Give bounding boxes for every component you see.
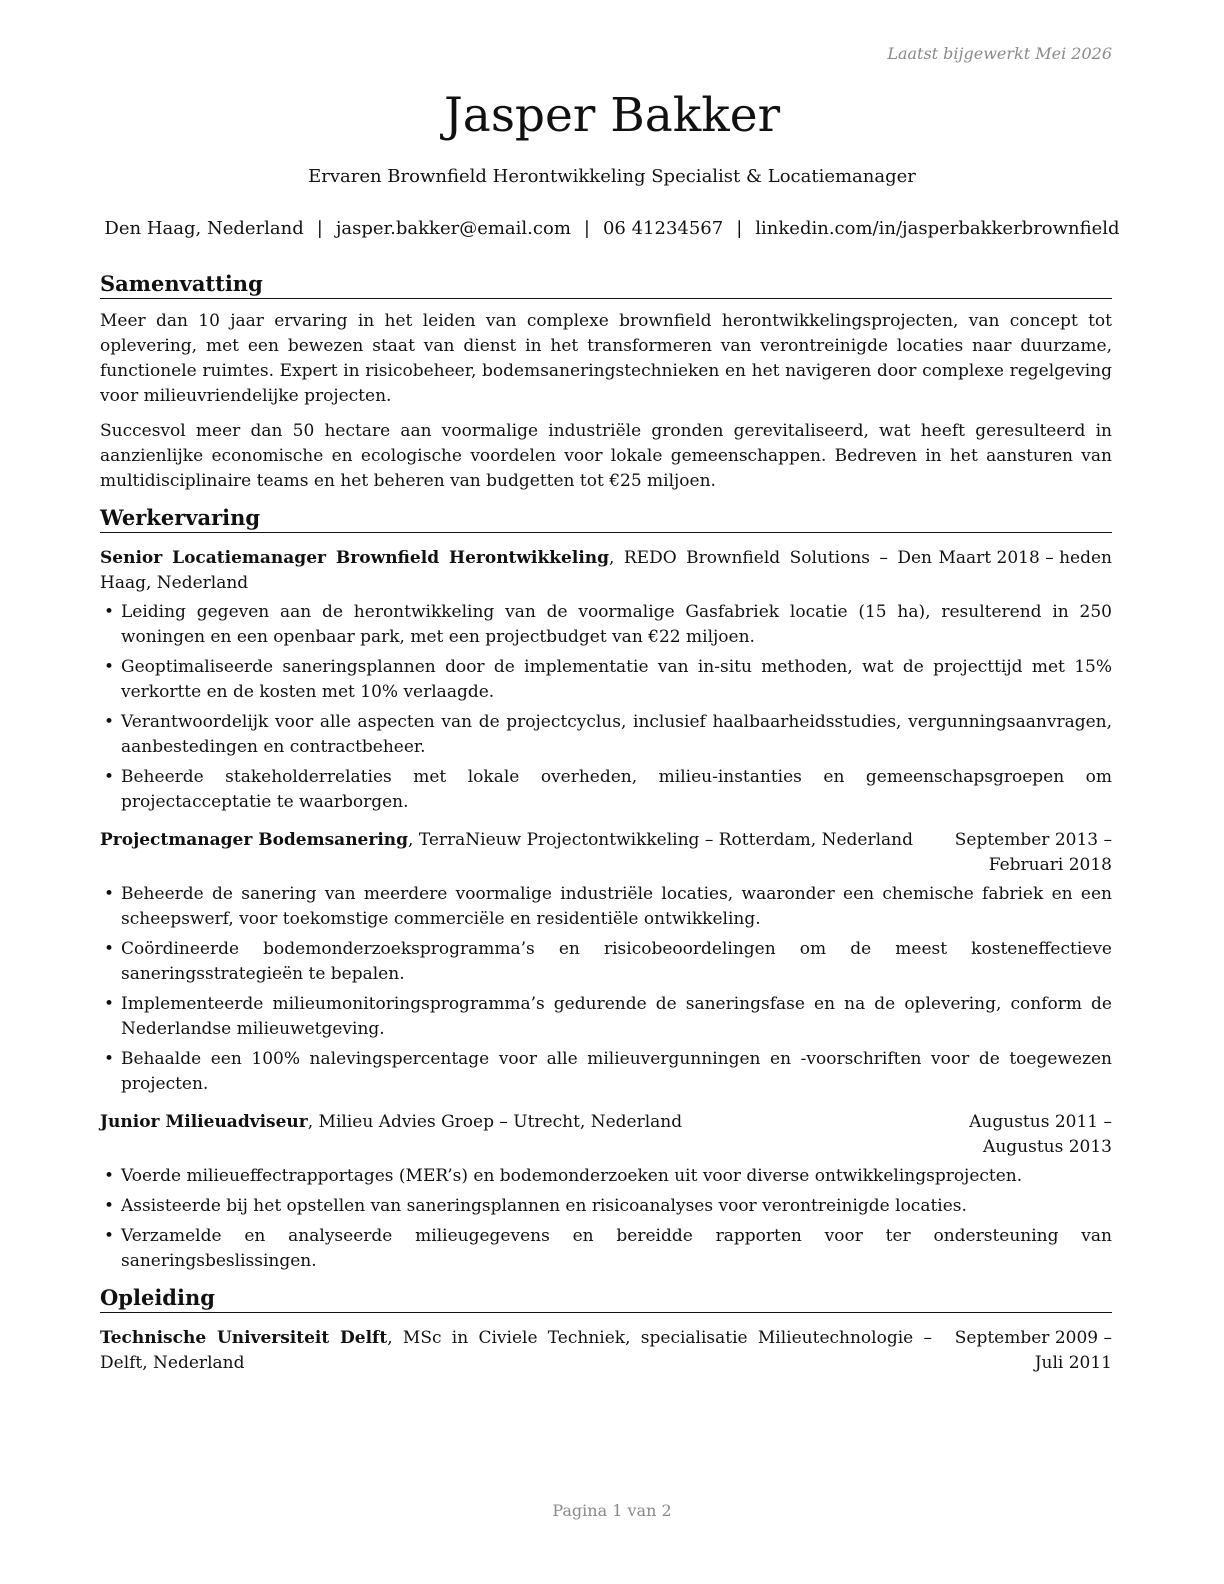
summary-paragraph: Meer dan 10 jaar ervaring in het leiden van complexe brownfield herontwikkelingsprojecten, van concept tot oplevering, met een bewezen staat van dienst in het transformeren van verontreinigde locaties naar duurzame, functionele ruimtes. Expert in risicobeheer, bodemsaneringstechnieken en het navigeren door complexe regelgeving voor milieuvriendelijke projecten.: [100, 311, 1112, 406]
list-item: • Voerde milieueffectrapportages (MER’s) en bodemonderzoeken uit voor diverse ontwikkelingsprojecten.: [100, 1164, 1112, 1189]
list-item: • Behaalde een 100% nalevingspercentage voor alle milieuvergunningen en -voorschriften voor de toegewezen projecten.: [100, 1047, 1112, 1097]
contact-line: [0, 218, 1224, 239]
job-bullets: [100, 1164, 1112, 1274]
job-title-line: [100, 546, 932, 596]
education-header: [100, 1326, 1112, 1376]
job-bullets: [100, 600, 1112, 815]
contact-linkedin[interactable]: linkedin.com/in/jasperbakkerbrownfield: [755, 218, 1120, 239]
job-dates: Augustus 2011 – Augustus 2013: [969, 1112, 1112, 1157]
list-item: • Assisteerde bij het opstellen van saneringsplannen en risicoanalyses voor verontreinigde locaties.: [100, 1194, 1112, 1219]
contact-separator: |: [736, 218, 743, 239]
education-section: [100, 1284, 1112, 1376]
list-item: • Verantwoordelijk voor alle aspecten van de projectcyclus, inclusief haalbaarheidsstudies, vergunningsaanvragen, aanbestedingen en contractbeheer.: [100, 710, 1112, 760]
job-entry: [100, 546, 1112, 815]
job-header: [100, 828, 1112, 878]
candidate-name: Jasper Bakker: [443, 88, 781, 143]
summary-paragraph: Succesvol meer dan 50 hectare aan voormalige industriële gronden gerevitaliseerd, wat heeft geresulteerd in aanzienlijke economische en ecologische voordelen voor lokale gemeenschappen. Bedreven in het aansturen van multidisciplinaire teams en het beheren van budgetten tot €25 miljoen.: [100, 421, 1112, 491]
candidate-title: Ervaren Brownfield Herontwikkeling Specialist & Locatiemanager: [308, 166, 916, 187]
section-title-summary: Samenvatting: [100, 270, 1112, 299]
education-line: [100, 1326, 932, 1376]
list-item: • Beheerde de sanering van meerdere voormalige industriële locaties, waaronder een chemische fabriek en een scheepswerf, voor toekomstige commerciële en residentiële ontwikkeling.: [100, 882, 1112, 932]
contact-email[interactable]: jasper.bakker@email.com: [335, 218, 571, 239]
contact-separator: |: [316, 218, 323, 239]
resume-content: [100, 270, 1112, 1386]
job-organization: , TerraNieuw Projectontwikkeling – Rotterdam, Nederland: [408, 830, 913, 850]
education-detail: , MSc in Civiele Techniek, specialisatie Milieutechnologie – Delft, Nederland: [100, 1328, 932, 1373]
job-organization: , REDO Brownfield Solutions – Den Haag, Nederland: [100, 548, 932, 593]
experience-section: [100, 504, 1112, 1274]
list-item: • Beheerde stakeholderrelaties met lokale overheden, milieu-instanties en gemeenschapsgroepen om projectacceptatie te waarborgen.: [100, 765, 1112, 815]
education-dates: September 2009 – Juli 2011: [954, 1328, 1112, 1373]
education-school: Technische Universiteit Delft: [100, 1328, 388, 1348]
job-role: Junior Milieuadviseur: [100, 1112, 308, 1132]
job-title-line: [100, 1110, 932, 1135]
job-entry: [100, 828, 1112, 1097]
job-entry: [100, 1110, 1112, 1274]
list-item: • Verzamelde en analyseerde milieugegevens en bereidde rapporten voor ter ondersteuning van saneringsbeslissingen.: [100, 1224, 1112, 1274]
job-header: [100, 1110, 1112, 1160]
list-item: • Coördineerde bodemonderzoeksprogramma’s en risicobeoordelingen om de meest kosteneffectieve saneringsstrategieën te bepalen.: [100, 937, 1112, 987]
education-entry: [100, 1326, 1112, 1376]
list-item: • Geoptimaliseerde saneringsplannen door de implementatie van in-situ methoden, wat de projecttijd met 15% verkortte en de kosten met 10% verlaagde.: [100, 655, 1112, 705]
job-header: [100, 546, 1112, 596]
contact-location: Den Haag, Nederland: [104, 218, 304, 239]
job-role: Senior Locatiemanager Brownfield Herontwikkeling: [100, 548, 610, 568]
section-title-education: Opleiding: [100, 1284, 1112, 1313]
page-number: Pagina 1 van 2: [552, 1501, 672, 1520]
job-dates: September 2013 – Februari 2018: [954, 830, 1112, 875]
contact-separator: |: [583, 218, 590, 239]
last-updated: Laatst bijgewerkt Mei 2026: [887, 44, 1112, 63]
job-dates: Maart 2018 – heden: [938, 548, 1112, 568]
list-item: • Leiding gegeven aan de herontwikkeling van de voormalige Gasfabriek locatie (15 ha), resulterend in 250 woningen en een openbaar park, met een projectbudget van €22 miljoen.: [100, 600, 1112, 650]
contact-phone[interactable]: 06 41234567: [602, 218, 724, 239]
job-role: Projectmanager Bodemsanering: [100, 830, 409, 850]
section-title-experience: Werkervaring: [100, 504, 1112, 533]
list-item: • Implementeerde milieumonitoringsprogramma’s gedurende de saneringsfase en na de oplevering, conform de Nederlandse milieuwetgeving.: [100, 992, 1112, 1042]
job-title-line: [100, 828, 932, 853]
job-bullets: [100, 882, 1112, 1097]
job-organization: , Milieu Advies Groep – Utrecht, Nederland: [307, 1112, 683, 1132]
summary-section: [100, 270, 1112, 494]
